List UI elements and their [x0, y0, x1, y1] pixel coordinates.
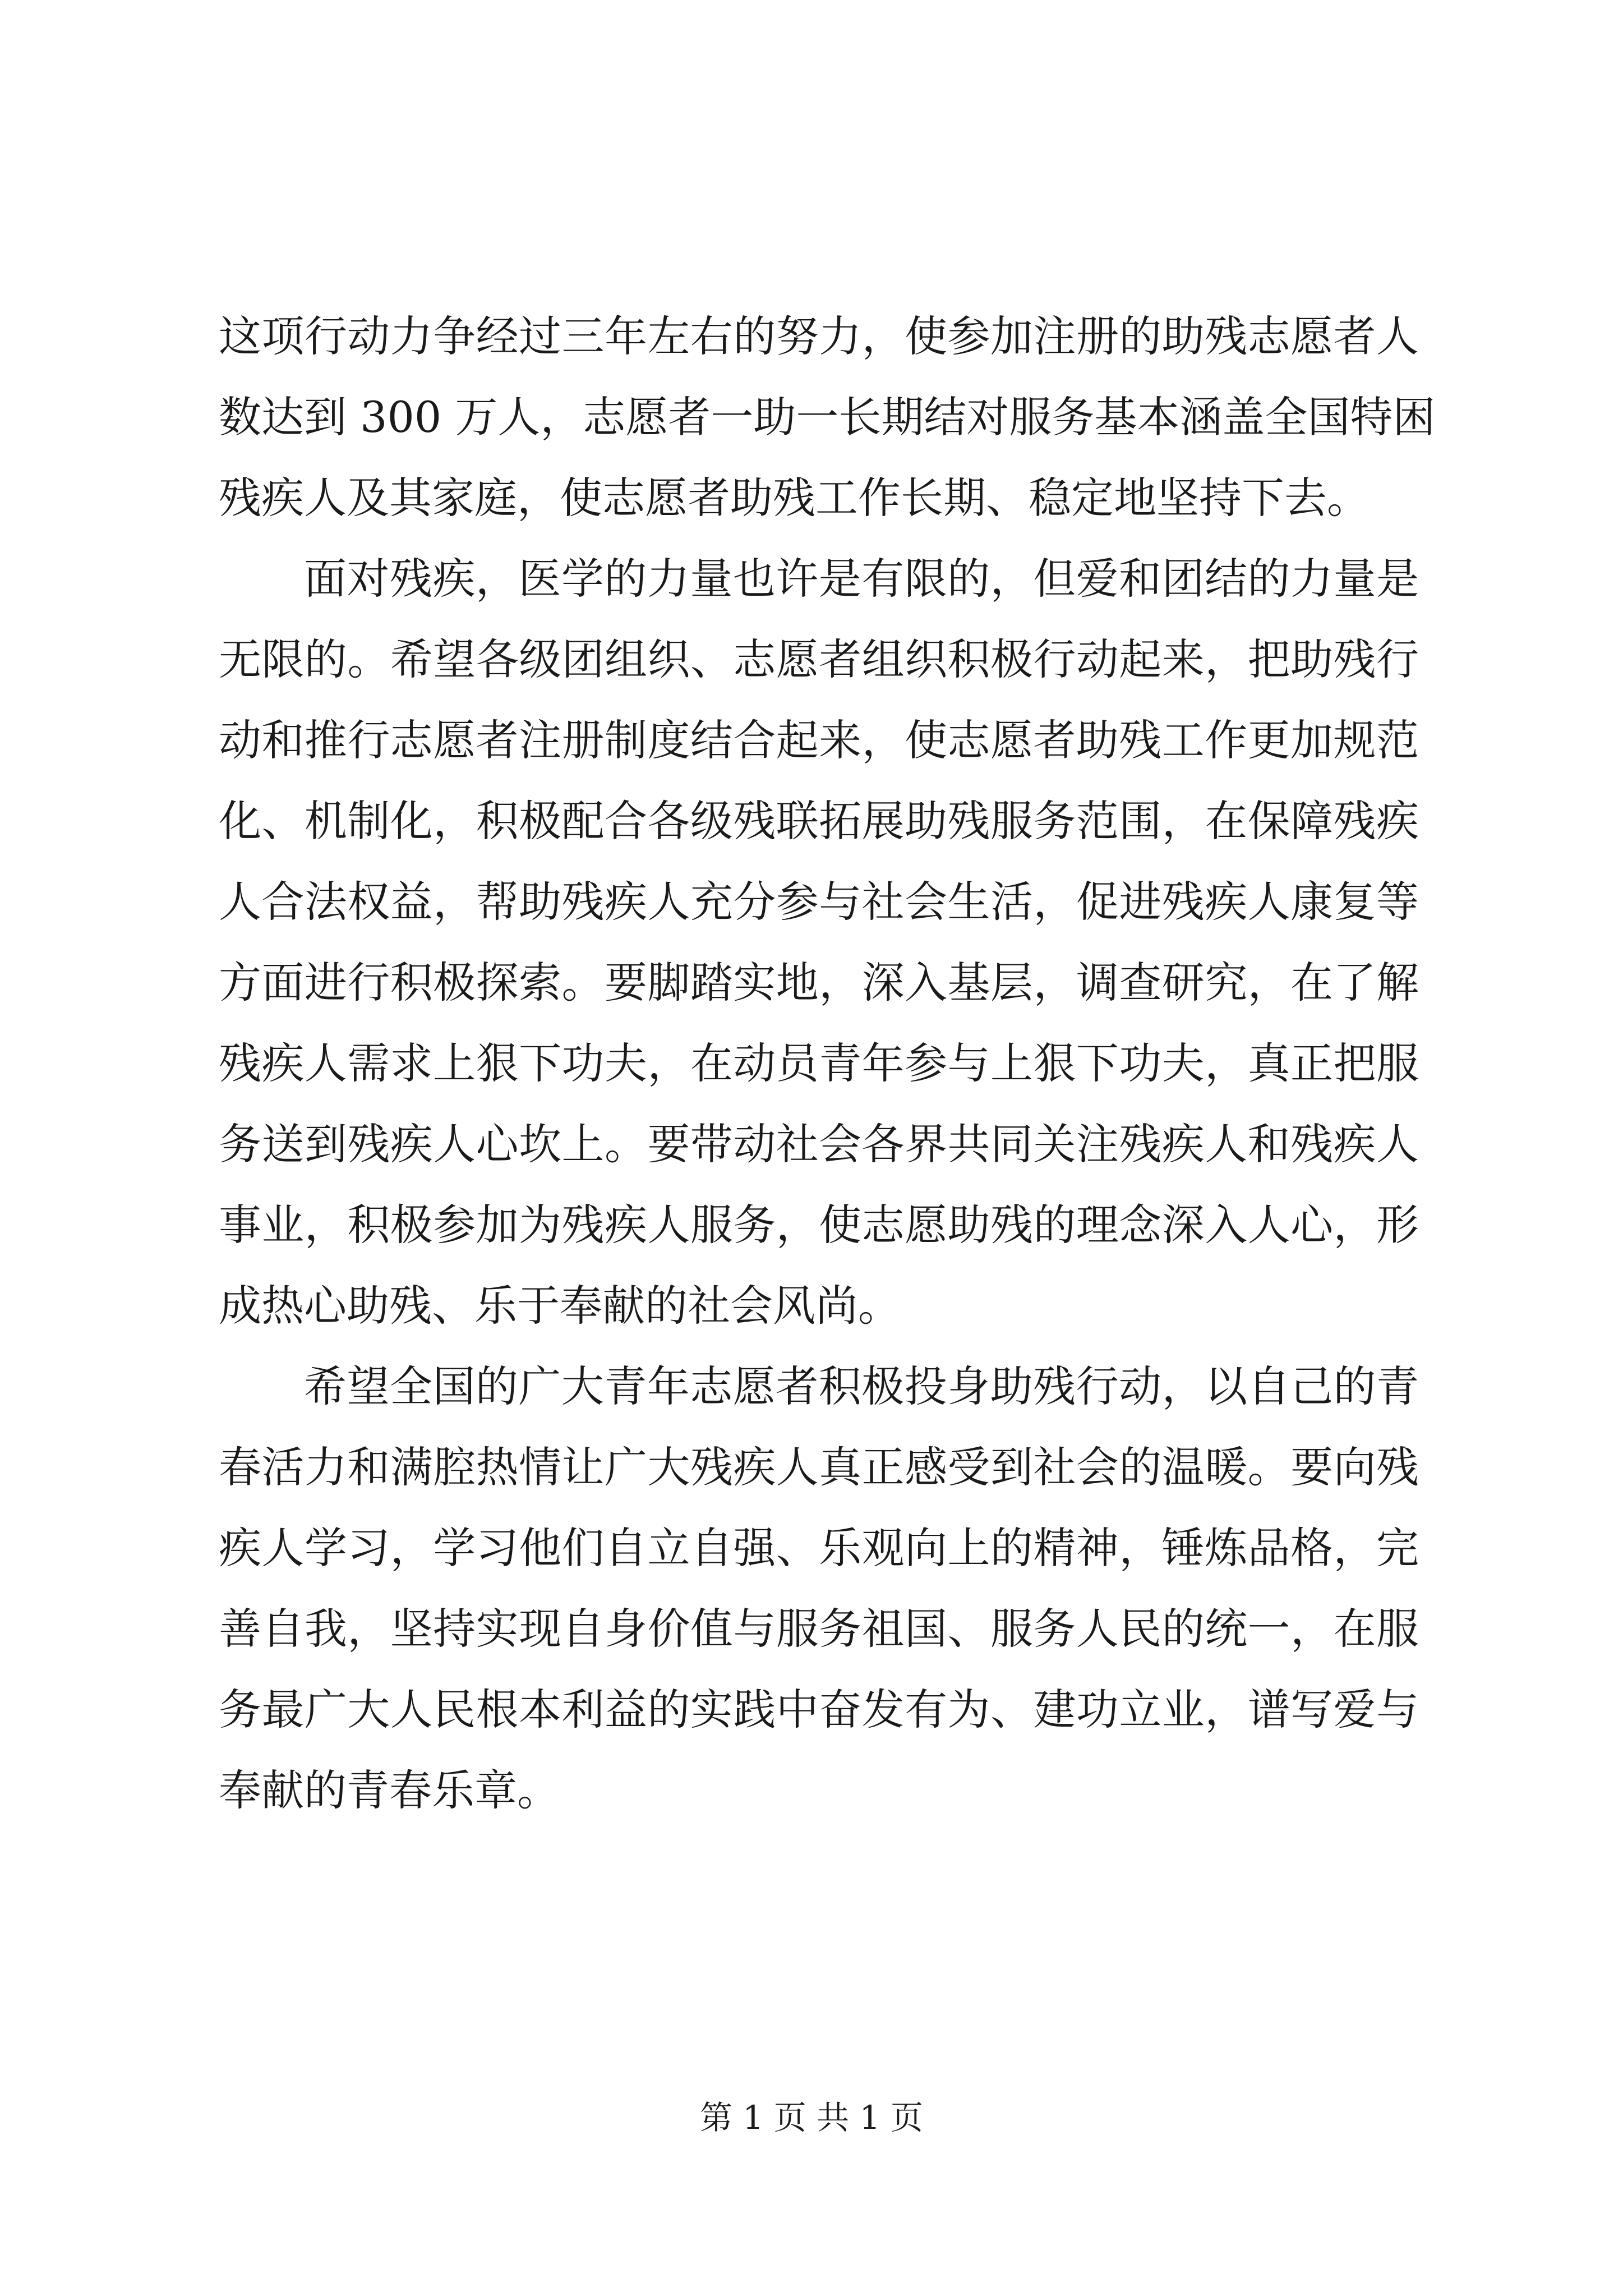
paragraph-2-line-2: 无限的。希望各级团组织、志愿者组织积极行动起来，把助残行	[219, 634, 1419, 684]
paragraph-2-line-7: 残疾人需求上狠下功夫，在动员青年参与上狠下功夫，真正把服	[219, 1038, 1419, 1088]
paragraph-2-line-9: 事业，积极参加为残疾人服务，使志愿助残的理念深入人心，形	[219, 1200, 1419, 1250]
paragraph-1-line-2: 数达到 300 万人，志愿者一助一长期结对服务基本涵盖全国特困	[219, 392, 1436, 442]
paragraph-2-line-8: 务送到残疾人心坎上。要带动社会各界共同关注残疾人和残疾人	[219, 1119, 1419, 1169]
page-number-indicator: 第 1 页 共 1 页	[700, 2099, 923, 2137]
paragraph-3-line-1: 希望全国的广大青年志愿者积极投身助残行动，以自己的青	[304, 1361, 1419, 1411]
paragraph-2-line-10: 成热心助残、乐于奉献的社会风尚。	[219, 1281, 901, 1331]
paragraph-2-line-6: 方面进行积极探索。要脚踏实地，深入基层，调查研究，在了解	[219, 958, 1419, 1007]
paragraph-2-line-1: 面对残疾，医学的力量也许是有限的，但爱和团结的力量是	[304, 554, 1419, 604]
paragraph-3-line-3: 疾人学习，学习他们自立自强、乐观向上的精神，锤炼品格，完	[219, 1523, 1419, 1573]
document-body	[219, 296, 1436, 1831]
paragraph-2-line-3: 动和推行志愿者注册制度结合起来，使志愿者助残工作更加规范	[219, 715, 1419, 765]
paragraph-2-line-4: 化、机制化，积极配合各级残联拓展助残服务范围，在保障残疾	[219, 796, 1419, 846]
paragraph-3-line-5: 务最广大人民根本利益的实践中奋发有为、建功立业，谱写爱与	[219, 1685, 1419, 1734]
paragraph-3-line-6: 奉献的青春乐章。	[219, 1765, 560, 1815]
paragraph-1-line-3: 残疾人及其家庭，使志愿者助残工作长期、稳定地坚持下去。	[219, 473, 1370, 523]
paragraph-2-line-5: 人合法权益，帮助残疾人充分参与社会生活，促进残疾人康复等	[219, 877, 1419, 927]
paragraph-3-line-2: 春活力和满腔热情让广大残疾人真正感受到社会的温暖。要向残	[219, 1442, 1419, 1492]
page-footer	[0, 2098, 1623, 2137]
paragraph-3-line-4: 善自我，坚持实现自身价值与服务祖国、服务人民的统一，在服	[219, 1604, 1419, 1654]
paragraph-1-line-1: 这项行动力争经过三年左右的努力，使参加注册的助残志愿者人	[219, 311, 1419, 361]
